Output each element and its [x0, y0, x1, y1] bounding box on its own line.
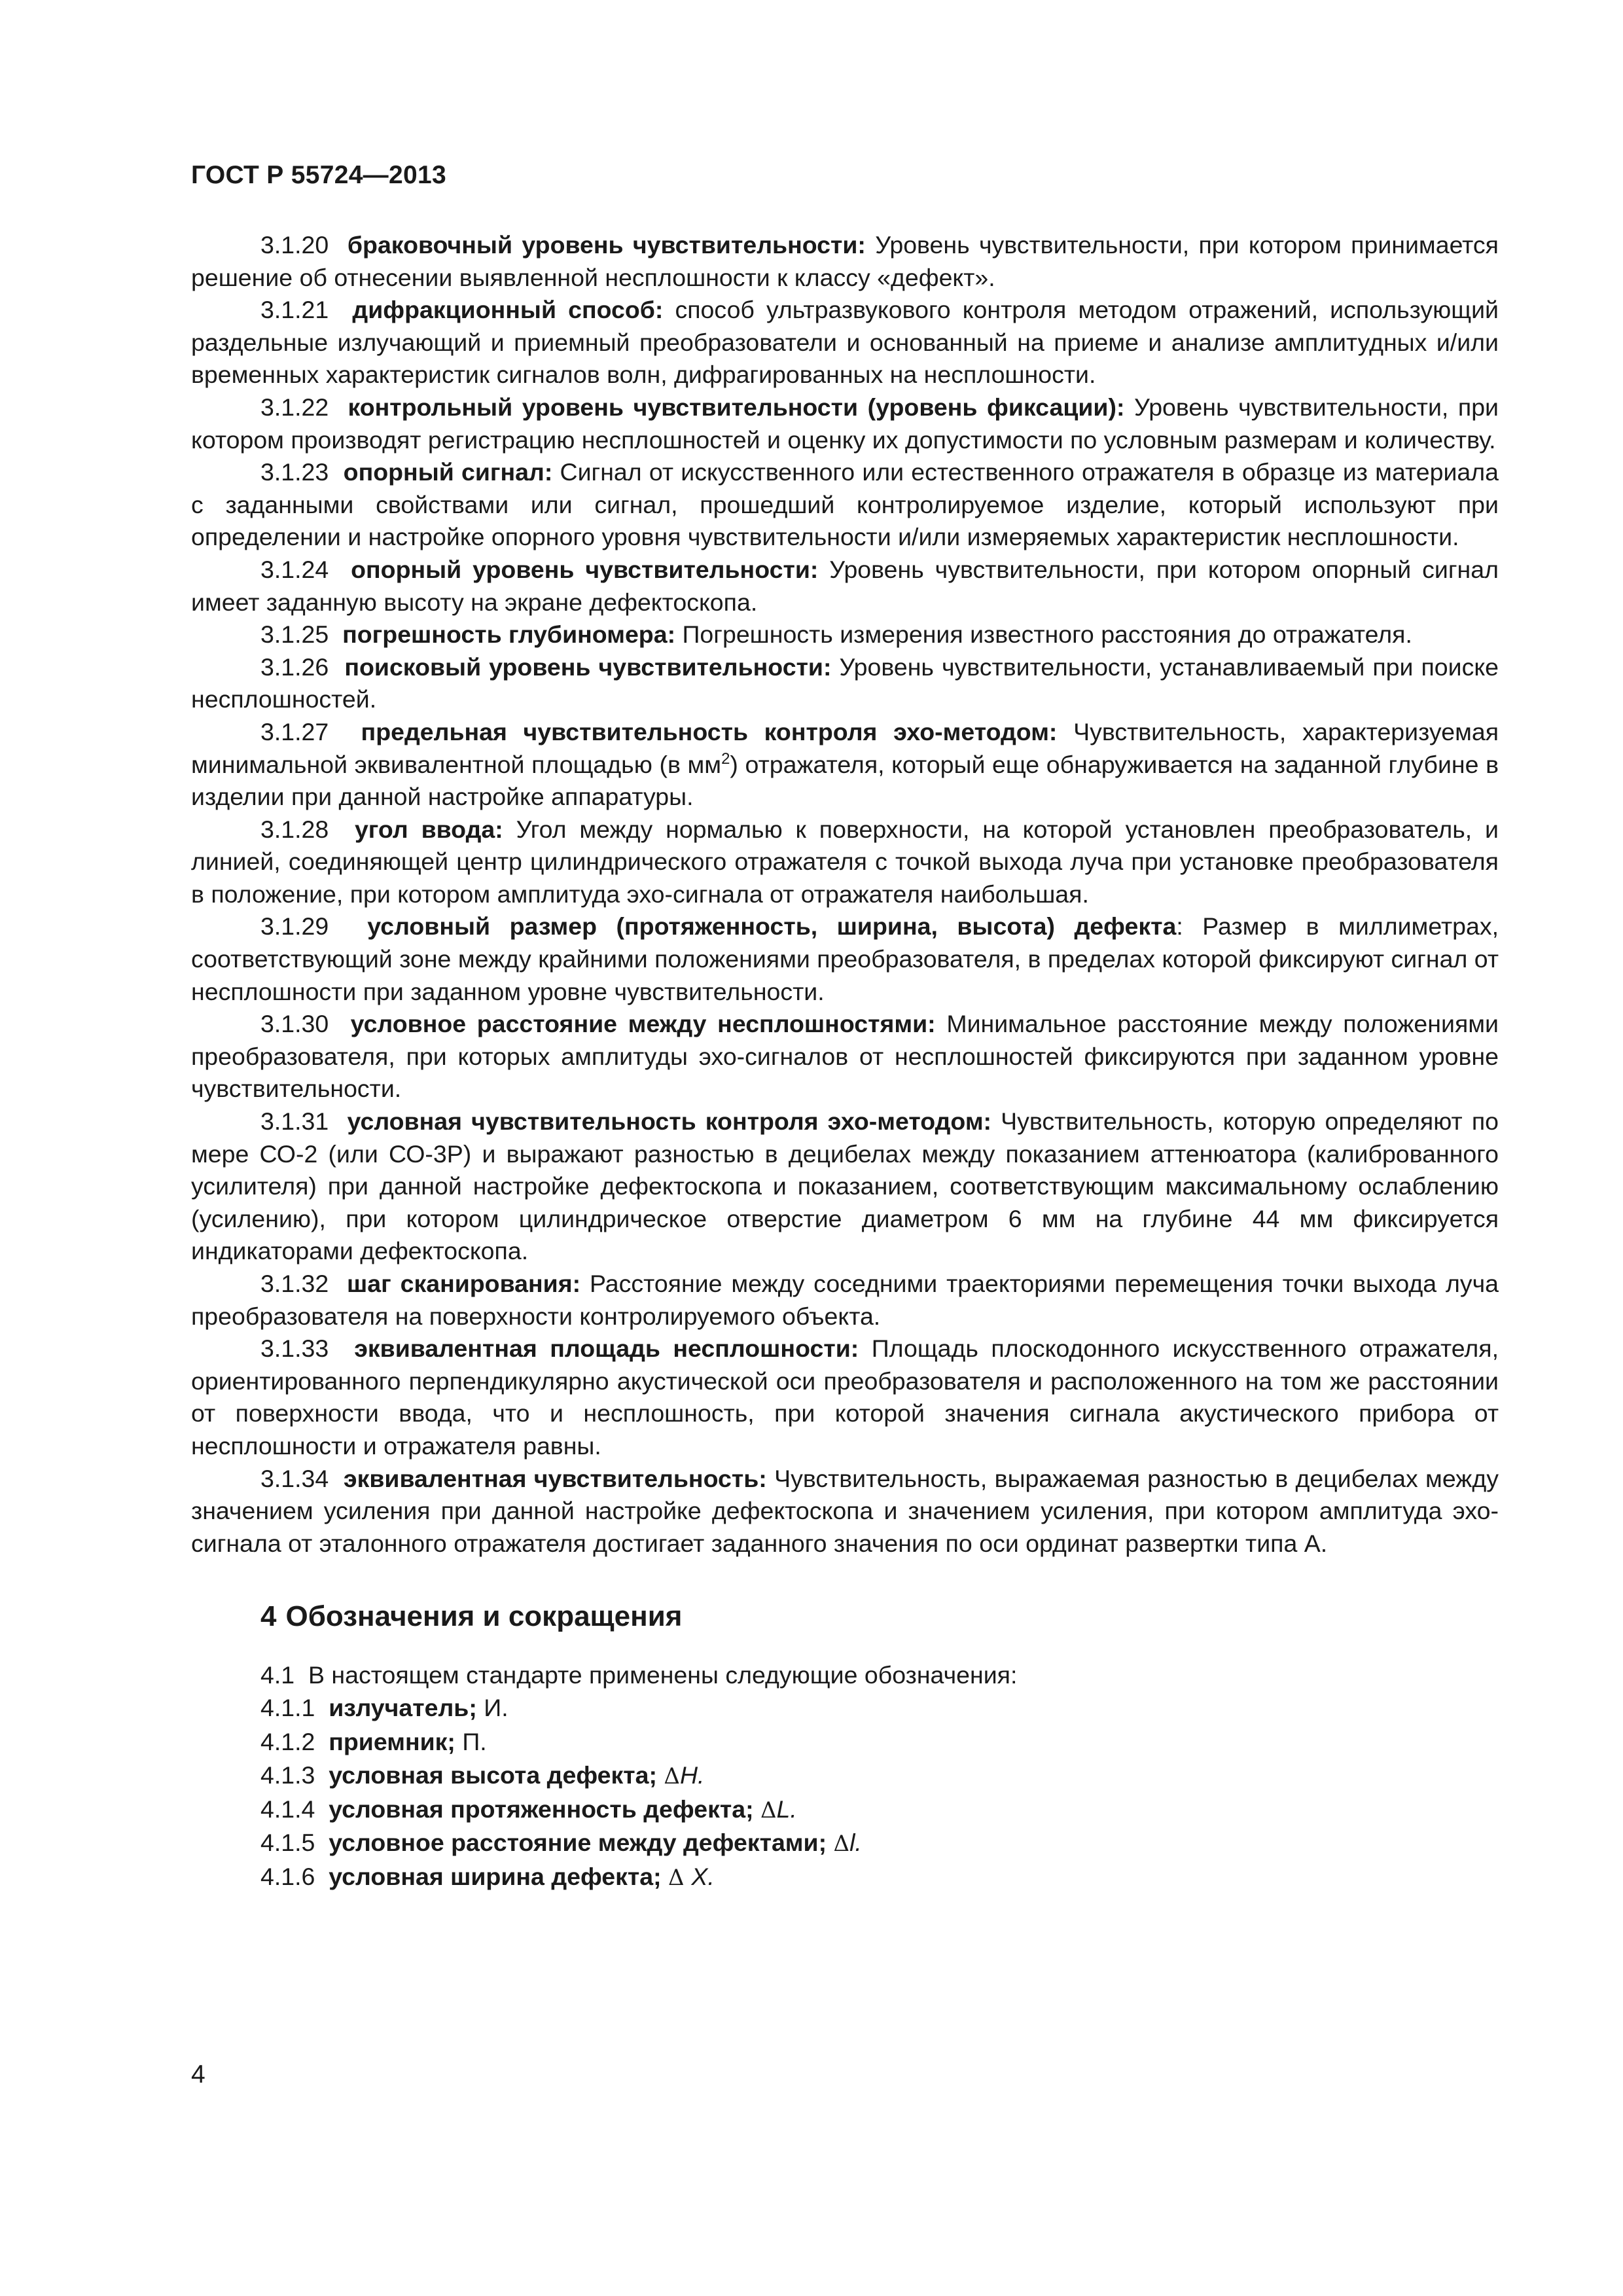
section-heading [260, 1598, 1499, 1636]
definition-3-1-21 [191, 294, 1499, 391]
definition-text: Уровень чувствительности, при котором принимается решение об отнесении выявленной несплошности к классу «дефект». [191, 231, 1499, 291]
definition-text-continued: ) отражателя, который еще обнаруживается на заданной глубине в изделии при данной настройке аппаратуры. [191, 750, 1499, 811]
clause-number: 4.1.1 [260, 1693, 315, 1721]
term: условная протяженность дефекта; [329, 1795, 754, 1823]
term: условная высота дефекта; [329, 1761, 657, 1789]
notation-item [260, 1861, 1499, 1895]
definition-text: Чувствительность, выражаемая разностью в децибелах между значением усиления при данной настройке дефектоскопа и значением усиления, при котором амплитуда эхо-сигнала от эталонного отражателя достигает заданного значения по оси ординат развертки типа А. [191, 1464, 1499, 1557]
definition-3-1-34 [191, 1463, 1499, 1560]
definition-text: Уровень чувствительности, устанавливаемый при поиске несплошностей. [191, 653, 1499, 713]
clause-number: 4.1.6 [260, 1862, 315, 1890]
definition-text: способ ультразвукового контроля методом отражений, использующий раздельные излучающий и приемный преобразователи и основанный на приеме и анализе амплитудных и/или временных характеристик сигналов волн, дифрагированных на несплошности. [191, 296, 1499, 389]
term: шаг сканирования: [347, 1270, 581, 1297]
term: условная ширина дефекта; [329, 1862, 662, 1890]
definition-text: Погрешность измерения известного расстояния до отражателя. [675, 620, 1412, 649]
definition-3-1-33 [191, 1333, 1499, 1462]
clause-number: 4.1.2 [260, 1727, 315, 1755]
notation-item [260, 1759, 1499, 1793]
term: условное расстояние между дефектами; [329, 1829, 827, 1857]
clause-number: 4.1 [260, 1661, 295, 1689]
definition-text: Расстояние между соседними траекториями перемещения точки выхода луча преобразователя на поверхности контролируемого объекта. [191, 1270, 1499, 1330]
term: опорный сигнал: [343, 458, 553, 486]
clause-number: 3.1.34 [260, 1464, 329, 1492]
definition-text: : Размер в миллиметрах, соответствующий зоне между крайними положениями преобразователя, в пределах которой фиксируют сигнал от несплошности при заданном уровне чувствительности. [191, 912, 1499, 1005]
clause-number: 3.1.33 [260, 1335, 329, 1363]
term: условное расстояние между несплошностями: [350, 1010, 936, 1038]
clause-number: 3.1.20 [260, 231, 329, 259]
definition-3-1-20 [191, 229, 1499, 294]
notation-symbol: H. [679, 1761, 705, 1789]
definition-3-1-25 [191, 619, 1499, 651]
definition-text: Чувствительность, которую определяют по мере СО-2 (или СО-3Р) и выражают разностью в децибелах между показанием аттенюатора (калиброванного усилителя) при данной настройке дефектоскопа и показанием, соответствующим максимальному ослаблению (усилению), при котором цилиндрическое отверстие диаметром 6 мм на глубине 44 мм фиксируется индикаторами дефектоскопа. [191, 1107, 1499, 1265]
term: предельная чувствительность контроля эхо-методом: [361, 717, 1058, 745]
definition-3-1-32 [191, 1268, 1499, 1333]
term: излучатель; [329, 1693, 477, 1721]
term: дифракционный способ: [352, 296, 664, 324]
definition-3-1-29 [191, 910, 1499, 1008]
clause-number: 3.1.28 [260, 815, 329, 843]
delta-symbol: Δ [668, 1864, 692, 1891]
notation-symbol: l. [849, 1829, 862, 1857]
definition-3-1-26 [191, 651, 1499, 716]
definition-3-1-24 [191, 554, 1499, 619]
term: условная чувствительность контроля эхо-методом: [347, 1107, 992, 1136]
clause-number: 3.1.29 [260, 912, 329, 941]
notation-item [260, 1827, 1499, 1861]
term: угол ввода: [354, 815, 503, 843]
intro-text: В настоящем стандарте применены следующие обозначения: [308, 1661, 1018, 1689]
definition-text: Чувствительность, характеризуемая минимальной эквивалентной площадью (в мм [191, 717, 1499, 778]
term: погрешность глубиномера: [342, 620, 676, 649]
clause-number: 3.1.30 [260, 1010, 329, 1038]
notation-symbol: П. [462, 1727, 487, 1755]
term: эквивалентная чувствительность: [343, 1464, 767, 1492]
definition-3-1-22 [191, 391, 1499, 456]
clause-number: 3.1.25 [260, 620, 329, 649]
clause-number: 3.1.22 [260, 393, 329, 421]
term: браковочный уровень чувствительности: [347, 231, 866, 259]
term: поисковый уровень чувствительности: [344, 653, 832, 681]
notation-item [260, 1692, 1499, 1726]
clause-number: 3.1.32 [260, 1270, 329, 1297]
definition-text: Сигнал от искусственного или естественного отражателя в образце из материала с заданными свойствами или сигнал, прошедший контролируемое изделие, который используют при определении и настройке опорного уровня чувствительности и/или измеряемых характеристик несплошности. [191, 458, 1499, 551]
clause-number: 3.1.23 [260, 458, 329, 486]
definition-3-1-27 [191, 716, 1499, 814]
clause-number: 4.1.5 [260, 1829, 315, 1857]
clause-number: 3.1.31 [260, 1107, 329, 1136]
notation-symbol: И. [484, 1693, 508, 1721]
notation-item [260, 1726, 1499, 1760]
definition-3-1-31 [191, 1105, 1499, 1268]
term: приемник; [329, 1727, 455, 1755]
notation-symbol: L. [776, 1795, 797, 1823]
clause-number: 4.1.3 [260, 1761, 315, 1789]
section-number: 4 [260, 1600, 277, 1633]
definition-text: Минимальное расстояние между положениями преобразователя, при которых амплитуды эхо-сигналов от несплошностей фиксируются при заданном уровне чувствительности. [191, 1010, 1499, 1103]
term: эквивалентная площадь несплошности: [354, 1335, 859, 1363]
clause-number: 3.1.21 [260, 296, 329, 324]
superscript: 2 [721, 749, 730, 768]
page-number: 4 [191, 2060, 205, 2089]
term: опорный уровень чувствительности: [351, 555, 819, 583]
definition-3-1-23 [191, 456, 1499, 554]
notation-intro [260, 1659, 1499, 1692]
delta-symbol: Δ [760, 1797, 777, 1823]
section-title: Обозначения и сокращения [285, 1600, 683, 1633]
clause-number: 3.1.27 [260, 717, 329, 745]
definition-text: Уровень чувствительности, при котором опорный сигнал имеет заданную высоту на экране дефектоскопа. [191, 555, 1499, 616]
delta-symbol: Δ [664, 1763, 680, 1790]
term: контрольный уровень чувствительности (уровень фиксации): [348, 393, 1125, 421]
definition-text: Площадь плоскодонного искусственного отражателя, ориентированного перпендикулярно акустической оси преобразователя и расположенного на том же расстоянии от поверхности ввода, что и несплошность, при которой значения сигнала акустического прибора от несплошности и отражателя равны. [191, 1335, 1499, 1460]
clause-number: 3.1.24 [260, 555, 329, 583]
definition-text: Угол между нормалью к поверхности, на которой установлен преобразователь, и линией, соединяющей центр цилиндрического отражателя с точкой выхода луча при установке преобразователя в положение, при котором амплитуда эхо-сигнала от отражателя наибольшая. [191, 815, 1499, 908]
notation-symbol: X. [691, 1862, 715, 1890]
delta-symbol: Δ [833, 1831, 850, 1857]
definition-text: Уровень чувствительности, при котором производят регистрацию несплошностей и оценку их допустимости по условным размерам и количеству. [191, 393, 1499, 454]
document-code-header: ГОСТ Р 55724—2013 [191, 161, 446, 189]
notation-item [260, 1793, 1499, 1827]
definition-3-1-28 [191, 814, 1499, 911]
page-body [191, 229, 1499, 1895]
definition-3-1-30 [191, 1008, 1499, 1105]
clause-number: 4.1.4 [260, 1795, 315, 1823]
clause-number: 3.1.26 [260, 653, 329, 681]
term: условный размер (протяженность, ширина, высота) дефекта [367, 912, 1177, 941]
